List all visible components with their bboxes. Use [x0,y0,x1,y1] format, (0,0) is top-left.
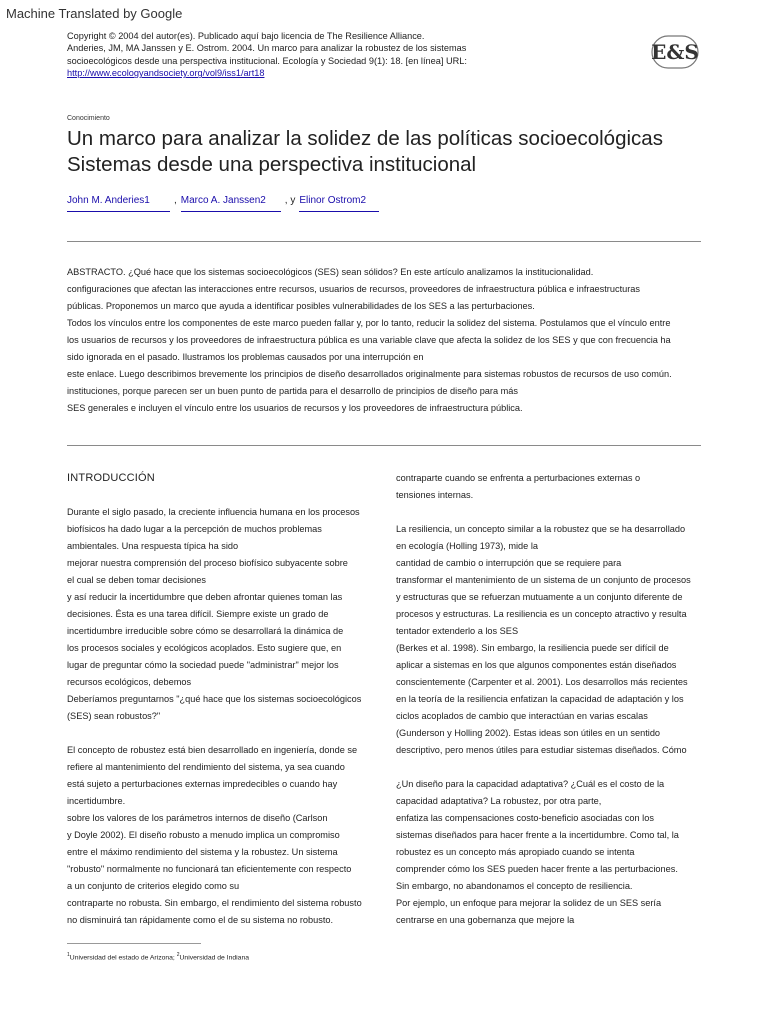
text-line: (Gunderson y Holling 2002). Estas ideas son útiles en un sentido [396,728,661,738]
text-line: (SES) sean robustos?" [67,711,161,721]
text-line: sobre los valores de los parámetros internos de diseño (Carlson [67,813,328,823]
text-line: ambientales. Una respuesta típica ha sido [67,541,239,551]
text-line: entre el máximo rendimiento del sistema y la robustez. Un sistema [67,847,338,857]
text-line: Durante el siglo pasado, la creciente influencia humana en los procesos [67,507,360,517]
abstract [67,264,703,417]
author-link-anderies[interactable]: John M. Anderies1 [67,195,170,212]
text-line: capacidad adaptativa? La robustez, por otra parte, [396,796,602,806]
text-line: comprender cómo los SES pueden hacer frente a las perturbaciones. [396,864,678,874]
abstract-line: ABSTRACTO. ¿Qué hace que los sistemas socioecológicos (SES) sean sólidos? En este artículo analizamos la institucionalidad. [67,267,594,277]
text-line: decisiones. Ésta es una tarea difícil. Siempre existe un grado de [67,609,329,619]
ecology-and-society-logo [644,32,706,72]
text-line: contraparte no robusta. Sin embargo, el rendimiento del sistema robusto [67,898,362,908]
affiliation-footnote [67,952,249,961]
text-line: Deberíamos preguntarnos "¿qué hace que los sistemas socioecológicos [67,694,362,704]
text-line: no disminuirá tan rápidamente como el de su sistema no robusto. [67,915,334,925]
text-line: incertidumbre irreducible sobre cómo se desarrollará la dinámica de [67,626,344,636]
author-separator: , [174,195,177,206]
article-url-link[interactable]: http://www.ecologyandsociety.org/vol9/iss1/art18 [67,68,265,79]
text-line: Sin embargo, no abandonamos el concepto de resiliencia. [396,881,633,891]
text-line: y estructuras que se refuerzan mutuamente a un conjunto diferente de [396,592,683,602]
text-line: sistemas diseñados para hacer frente a la incertidumbre. Como tal, la [396,830,679,840]
abstract-line: instituciones, porque parecen ser un buen punto de partida para el desarrollo de principios de diseño para más [67,386,518,396]
text-line: y Doyle 2002). El diseño robusto a menudo implica un compromiso [67,830,340,840]
text-line: a un conjunto de criterios elegido como su [67,881,240,891]
divider [67,445,701,446]
text-line: biofísicos ha dado lugar a la percepción de muchos problemas [67,524,322,534]
text-line: refiere al mantenimiento del rendimiento del sistema, ya sea cuando [67,762,345,772]
abstract-line: configuraciones que afectan las interacciones entre recursos, usuarios de recursos, proveedores de infraestructura pública e infraestructuras [67,284,640,294]
text-line: transformar el mantenimiento de un sistema de un conjunto de procesos [396,575,691,585]
text-line: los procesos sociales y ecológicos acoplados. Esto sugiere que, en [67,643,342,653]
author-separator: , y [284,195,296,206]
logo-text: E&S [651,40,699,64]
divider [67,241,701,242]
author-link-ostrom[interactable]: Elinor Ostrom2 [299,195,379,212]
text-line: incertidumbre. [67,796,126,806]
paragraph [67,742,377,929]
citation-line: socioecológicos desde una perspectiva institucional. Ecología y Sociedad 9(1): 18. [en línea] URL: [67,55,467,66]
paragraph [396,776,706,929]
text-line: cantidad de cambio o interrupción que se requiere para [396,558,622,568]
abstract-line: este enlace. Luego describimos brevemente los principios de diseño desarrollados originalmente para sistemas robustos de recursos de uso común. [67,369,672,379]
abstract-line: públicas. Proponemos un marco que ayuda a identificar posibles vulnerabilidades de los SES a las perturbaciones. [67,301,535,311]
paragraph [396,470,706,504]
text-line: centrarse en una gobernanza que mejore la [396,915,575,925]
paragraph [396,521,706,759]
paragraph [67,504,377,725]
text-line: El concepto de robustez está bien desarrollado en ingeniería, donde se [67,745,358,755]
text-line: está sujeto a perturbaciones externas impredecibles o cuando hay [67,779,338,789]
footnote-marker: 2 [176,952,180,958]
footnote-divider [67,943,201,944]
author-list [67,195,379,212]
left-column [67,470,377,929]
machine-translated-banner: Machine Translated by Google [6,6,183,21]
section-label: Conocimiento [67,115,110,122]
text-line: mejorar nuestra comprensión del proceso biofísico subyacente sobre [67,558,348,568]
text-line: La resiliencia, un concepto similar a la robustez que se ha desarrollado [396,524,686,534]
affiliation-asu: Universidad del estado de Arizona; [69,954,177,962]
citation-block [67,30,487,80]
text-line: y así reducir la incertidumbre que deben afrontar quienes toman las [67,592,343,602]
text-line: (Berkes et al. 1998). Sin embargo, la resiliencia puede ser difícil de [396,643,669,653]
text-line: en ecología (Holling 1973), mide la [396,541,538,551]
citation-line: Copyright © 2004 del autor(es). Publicado aquí bajo licencia de The Resilience Alliance. [67,31,425,41]
text-line: tentador extenderlo a los SES [396,626,519,636]
text-line: "robusto" normalmente no funcionará tan eficientemente con respecto [67,864,352,874]
text-line: aplicar a sistemas en los que algunos componentes están diseñados [396,660,677,670]
text-line: descriptivo, pero menos útiles para estudiar sistemas diseñados. Cómo [396,745,687,755]
text-line: lugar de preguntar cómo la sociedad puede "administrar" mejor los [67,660,339,670]
right-column [396,470,706,929]
text-line: contraparte cuando se enfrenta a perturbaciones externas o [396,473,641,483]
text-line: Por ejemplo, un enfoque para mejorar la solidez de un SES sería [396,898,662,908]
article-title [67,126,707,178]
citation-line: Anderies, JM, MA Janssen y E. Ostrom. 2004. Un marco para analizar la robustez de los sistemas [67,43,467,54]
author-link-janssen[interactable]: Marco A. Janssen2 [181,195,281,212]
abstract-line: SES generales e incluyen el vínculo entre los usuarios de recursos y los proveedores de infraestructura pública. [67,403,523,413]
text-line: ¿Un diseño para la capacidad adaptativa? ¿Cuál es el costo de la [396,779,665,789]
footnote-marker: 1 [67,952,70,958]
text-line: el cual se deben tomar decisiones [67,575,206,585]
affiliation-indiana: Universidad de Indiana [179,954,250,962]
title-line: Un marco para analizar la solidez de las políticas socioecológicas [67,127,663,150]
text-line: en la teoría de la resiliencia enfatizan la capacidad de adaptación y los [396,694,684,704]
text-line: procesos y estructuras. La resiliencia es un concepto atractivo y resulta [396,609,687,619]
text-line: tensiones internas. [396,490,474,500]
text-line: ciclos acoplados de cambio que interactúan en varias escalas [396,711,648,721]
section-heading-introduccion: INTRODUCCIÓN [67,472,155,484]
title-line: Sistemas desde una perspectiva institucional [67,153,477,176]
text-line: conscientemente (Carpenter et al. 2001). Los desarrollos más recientes [396,677,688,687]
text-line: enfatiza las compensaciones costo-beneficio asociadas con los [396,813,654,823]
abstract-line: Todos los vínculos entre los componentes de este marco pueden fallar y, por lo tanto, reducir la solidez del sistema. Postulamos que el vínculo entre [67,318,671,328]
text-line: recursos ecológicos, debemos [67,677,192,687]
abstract-line: los usuarios de recursos y los proveedores de infraestructura pública es una variable clave que afecta la solidez de los SES y que con frecuencia ha [67,335,671,345]
text-line: robustez es un concepto más apropiado cuando se intenta [396,847,635,857]
abstract-line: sido ignorada en el pasado. Ilustramos los problemas causados por una interrupción en [67,352,424,362]
